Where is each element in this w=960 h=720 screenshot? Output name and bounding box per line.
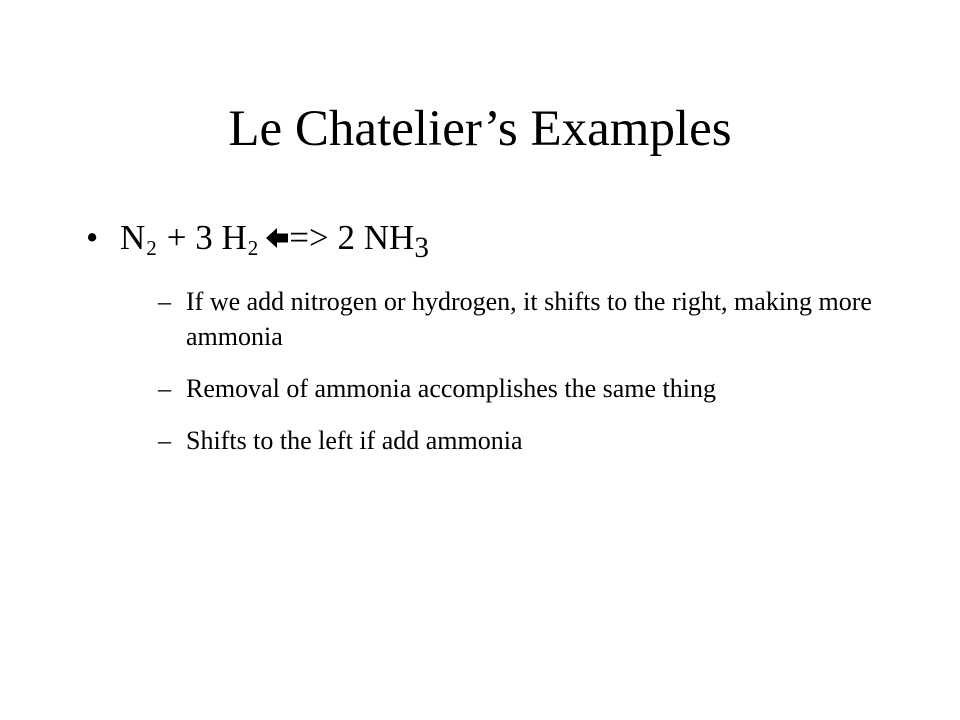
ammonia-subscript: 3 [414,232,429,264]
sub-bullet-text: Shifts to the left if add ammonia [186,426,523,455]
bullet-marker: • [86,218,99,257]
sub-bullet-dash: – [158,426,171,455]
sub-bullet-list [158,284,878,475]
slide-title: Le Chatelier’s Examples [228,101,732,157]
sub-bullet-dash: – [158,374,171,403]
sub-bullet-text: Removal of ammonia accomplishes the same thing [186,374,716,403]
hydrogen-term [167,214,259,262]
sub-bullet-item [158,371,878,406]
nitrogen-symbol: N [120,218,146,257]
left-arrow-icon [266,227,288,249]
hydrogen-symbol: + 3 H [166,218,247,257]
ammonia-term [289,214,429,272]
ammonia-symbol: => 2 NH [289,218,415,257]
sub-bullet-item [158,284,878,354]
nitrogen-subscript: 2 [146,236,157,260]
nitrogen-term [120,214,157,262]
sub-bullet-dash: – [158,287,171,316]
sub-bullet-text: If we add nitrogen or hydrogen, it shifts to the right, making more ammonia [186,287,872,351]
equation-bullet [86,214,429,270]
sub-bullet-item [158,423,878,458]
hydrogen-subscript: 2 [247,236,259,260]
